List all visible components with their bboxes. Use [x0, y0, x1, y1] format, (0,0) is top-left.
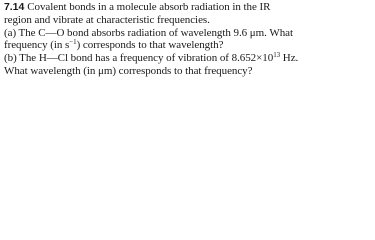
part-b-line-1: [4, 52, 371, 65]
part-a-text-post: ) corresponds to that wavelength?: [76, 39, 224, 52]
part-b-text-post: Hz.: [280, 52, 299, 65]
inverse-exponent: −1: [69, 38, 77, 47]
frequency-exponent: 13: [273, 51, 281, 60]
problem-line-1: [4, 1, 371, 14]
problem-number: 7.14: [4, 1, 25, 13]
part-a-text-pre: frequency (in s: [4, 39, 70, 52]
problem-line-2: region and vibrate at characteristic frequencies.: [4, 13, 210, 26]
part-b-line-2: What wavelength (in μm) corresponds to that frequency?: [4, 64, 253, 77]
problem-text: [0, 0, 375, 99]
problem-statement-text: Covalent bonds in a molecule absorb radiation in the IR: [27, 1, 271, 13]
part-b-text-pre: (b) The H—Cl bond has a frequency of vibration of 8.652×10: [4, 52, 274, 65]
part-a-line-2: [4, 39, 371, 52]
part-a-line-1: (a) The C—O bond absorbs radiation of wavelength 9.6 μm. What: [4, 26, 293, 39]
